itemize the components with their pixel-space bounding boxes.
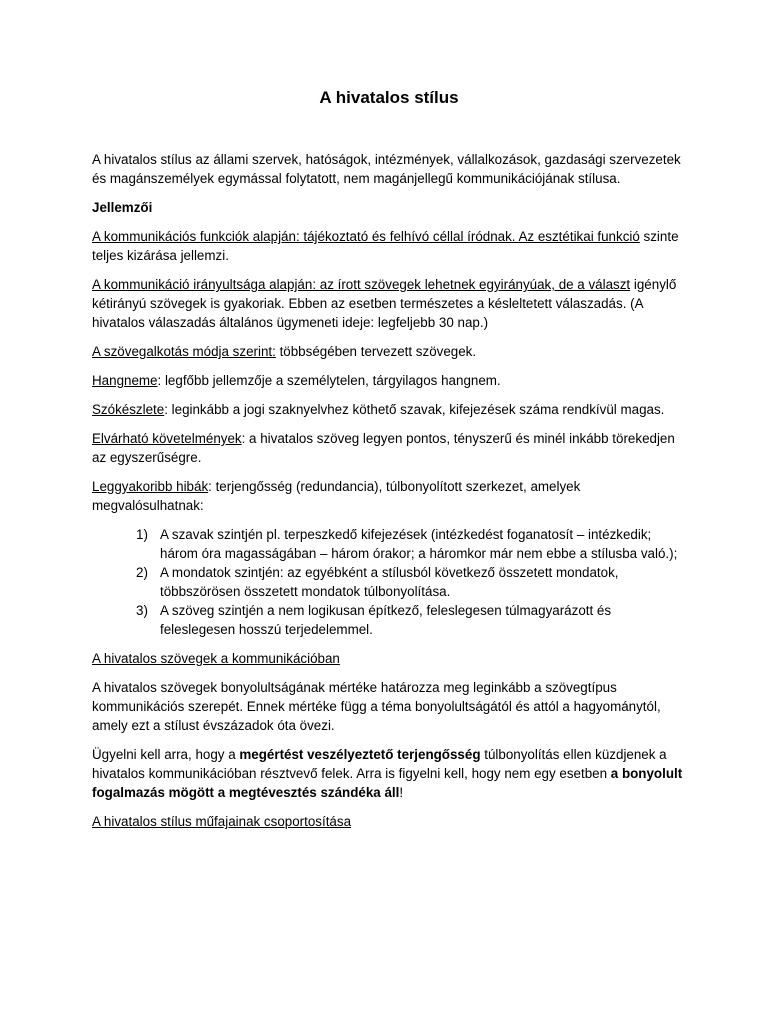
underlined-text: Hangneme bbox=[92, 373, 158, 388]
list-item-text: A szöveg szintjén a nem logikusan építkező, feleslegesen túlmagyarázott és feleslegesen hosszú terjedelemmel. bbox=[160, 603, 612, 637]
paragraph-iranyultsag bbox=[92, 275, 686, 332]
paragraph-text: : leginkább a jogi szaknyelvhez köthető szavak, kifejezések száma rendkívül magas. bbox=[164, 402, 665, 417]
paragraph-text: szinte teljes kizárása jellemzi. bbox=[92, 229, 679, 263]
list-number: 2) bbox=[136, 565, 148, 580]
paragraph-bonyolultsag: A hivatalos szövegek bonyolultságának mértéke határozza meg leginkább a szövegtípus kommunikációs szerepét. Ennek mértéke függ a téma bonyolultságától és attól a hagyománytól, amely ezt a stílust évszázadok óta övezi. bbox=[92, 680, 661, 733]
section-heading-jellemzoi: Jellemzői bbox=[92, 200, 153, 215]
paragraph-text: : a hivatalos szöveg legyen pontos, tényszerű és minél inkább törekedjen az egyszerűségre. bbox=[92, 431, 675, 465]
underlined-text: A szövegalkotás módja szerint: bbox=[92, 344, 276, 359]
paragraph-text: túlbonyolítás ellen küzdjenek a hivatalos kommunikációban résztvevő felek. Arra is figyelni kell, hogy nem egy esetben bbox=[92, 747, 667, 781]
list-number: 1) bbox=[136, 527, 148, 542]
list-item bbox=[92, 525, 686, 563]
paragraph-text: igénylő kétirányú szövegek is gyakoriak. Ebben az esetben természetes a késleltetett válaszadás. (A hivatalos válaszadás általános ügymeneti ideje: legfeljebb 30 nap.) bbox=[92, 277, 677, 330]
intro-paragraph: A hivatalos stílus az állami szervek, hatóságok, intézmények, vállalkozások, gazdasági szervezetek és magánszemélyek egymással folytatott, nem magánjellegű kommunikációjának stílusa. bbox=[92, 152, 681, 186]
paragraph-text: : terjengősség (redundancia), túlbonyolított szerkezet, amelyek megvalósulhatnak: bbox=[92, 479, 581, 513]
underlined-text: Leggyakoribb hibák bbox=[92, 479, 209, 494]
paragraph-szovegalkotas bbox=[92, 342, 686, 361]
section-heading-kommunikacio bbox=[92, 649, 686, 668]
list-item-text: A mondatok szintjén: az egyébként a stílusból következő összetett mondatok, többszörösen összetett mondatok túlbonyolítása. bbox=[160, 565, 619, 599]
paragraph-text: Ügyelni kell arra, hogy a bbox=[92, 747, 240, 762]
underlined-text: A hivatalos szövegek a kommunikációban bbox=[92, 651, 340, 666]
underlined-text: A hivatalos stílus műfajainak csoportosítása bbox=[92, 814, 352, 829]
paragraph-kommunikacios-funkciok bbox=[92, 227, 686, 265]
bold-text: megértést veszélyeztető terjengősség bbox=[239, 747, 481, 762]
paragraph-text: ! bbox=[399, 785, 404, 800]
underlined-text: Szókészlete bbox=[92, 402, 165, 417]
document-body bbox=[92, 150, 686, 841]
list-item bbox=[92, 563, 686, 601]
list-number: 3) bbox=[136, 603, 148, 618]
paragraph-hibak bbox=[92, 477, 686, 515]
paragraph-ugyelni bbox=[92, 745, 686, 802]
underlined-text: Elvárható követelmények bbox=[92, 431, 242, 446]
underlined-text: A kommunikáció irányultsága alapján: az írott szövegek lehetnek egyirányúak, de a választ bbox=[92, 277, 631, 292]
paragraph-text: többségében tervezett szövegek. bbox=[275, 344, 477, 359]
paragraph-hangneme bbox=[92, 371, 686, 390]
paragraph-szokeszlete bbox=[92, 400, 686, 419]
paragraph-kovetelmenyek bbox=[92, 429, 686, 467]
section-heading-mufajok bbox=[92, 812, 686, 831]
hibak-list bbox=[92, 525, 686, 639]
list-item-text: A szavak szintjén pl. terpeszkedő kifejezések (intézkedést foganatosít – intézkedik; három óra magasságában – három órakor; a háromkor már nem ebbe a stílusba való.); bbox=[160, 527, 678, 561]
underlined-text: A kommunikációs funkciók alapján: tájékoztató és felhívó céllal íródnak. Az esztétikai funkció bbox=[92, 229, 640, 244]
document-title: A hivatalos stílus bbox=[319, 88, 459, 107]
bold-text: a bonyolult fogalmazás mögött a megtévesztés szándéka áll bbox=[92, 766, 683, 800]
paragraph-text: : legfőbb jellemzője a személytelen, tárgyilagos hangnem. bbox=[157, 373, 501, 388]
list-item bbox=[92, 601, 686, 639]
